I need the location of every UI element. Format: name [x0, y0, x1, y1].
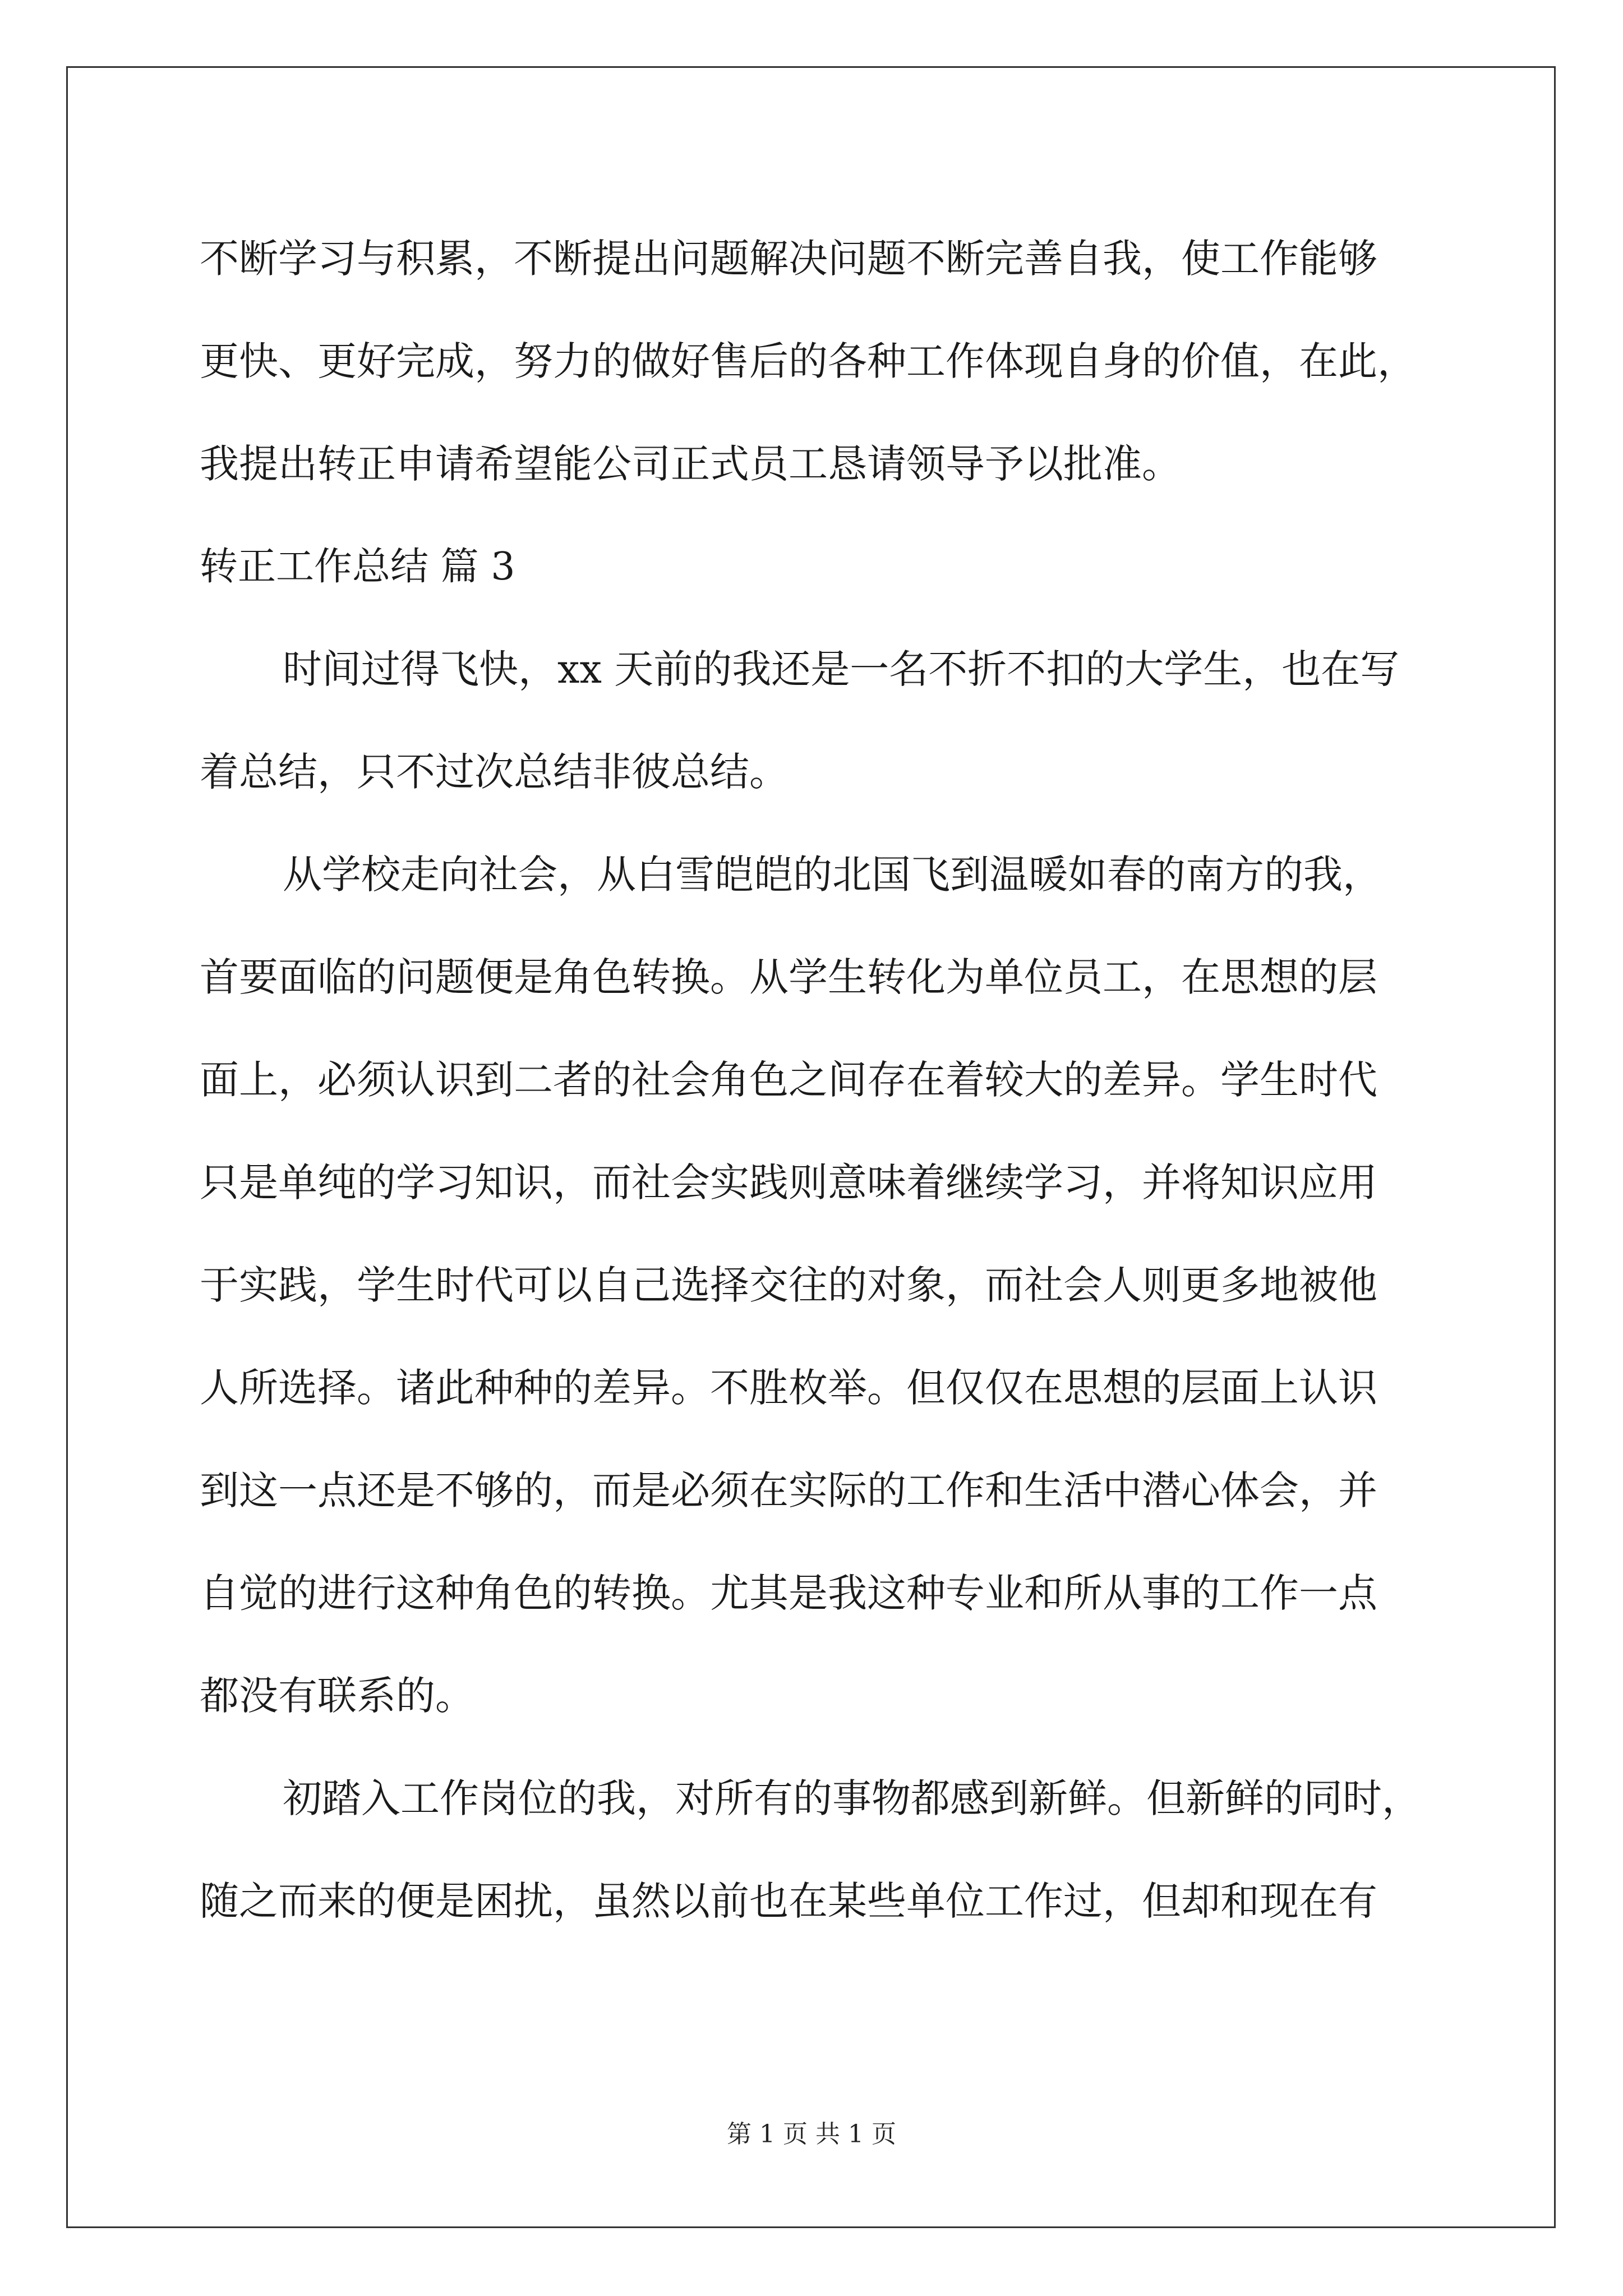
paragraph-start-line: 初踏入工作岗位的我，对所有的事物都感到新鲜。但新鲜的同时， — [283, 1775, 1421, 1821]
text-line: 更快、更好完成，努力的做好售后的各种工作体现自身的价值，在此， — [200, 338, 1417, 384]
paragraph-start-line: 从学校走向社会，从白雪皑皑的北国飞到温暖如春的南方的我， — [283, 852, 1382, 898]
text-line: 到这一点还是不够的，而是必须在实际的工作和生活中潜心体会，并 — [200, 1467, 1377, 1513]
page-number-label: 第 1 页 共 1 页 — [727, 2120, 896, 2148]
document-body — [200, 208, 1428, 1953]
text-line: 只是单纯的学习知识，而社会实践则意味着继续学习，并将知识应用 — [200, 1159, 1377, 1205]
paragraph-start-line: 时间过得飞快，xx 天前的我还是一名不折不扣的大学生，也在写 — [283, 646, 1400, 692]
text-line: 都没有联系的。 — [200, 1673, 474, 1719]
text-line: 不断学习与积累，不断提出问题解决问题不断完善自我，使工作能够 — [200, 236, 1377, 282]
section-heading: 转正工作总结 篇 3 — [200, 545, 515, 589]
text-line: 面上，必须认识到二者的社会角色之间存在着较大的差异。学生时代 — [200, 1057, 1377, 1103]
text-line: 人所选择。诸此种种的差异。不胜枚举。但仅仅在思想的层面上认识 — [200, 1365, 1377, 1411]
text-line: 首要面临的问题便是角色转换。从学生转化为单位员工，在思想的层 — [200, 954, 1377, 1000]
text-line: 着总结，只不过次总结非彼总结。 — [200, 749, 789, 795]
text-line: 随之而来的便是困扰，虽然以前也在某些单位工作过，但却和现在有 — [200, 1878, 1377, 1924]
text-line: 我提出转正申请希望能公司正式员工恳请领导予以批准。 — [200, 441, 1181, 487]
page-footer — [0, 2118, 1623, 2151]
text-line: 于实践，学生时代可以自己选择交往的对象，而社会人则更多地被他 — [200, 1262, 1377, 1308]
text-line: 自觉的进行这种角色的转换。尤其是我这种专业和所从事的工作一点 — [200, 1570, 1377, 1616]
